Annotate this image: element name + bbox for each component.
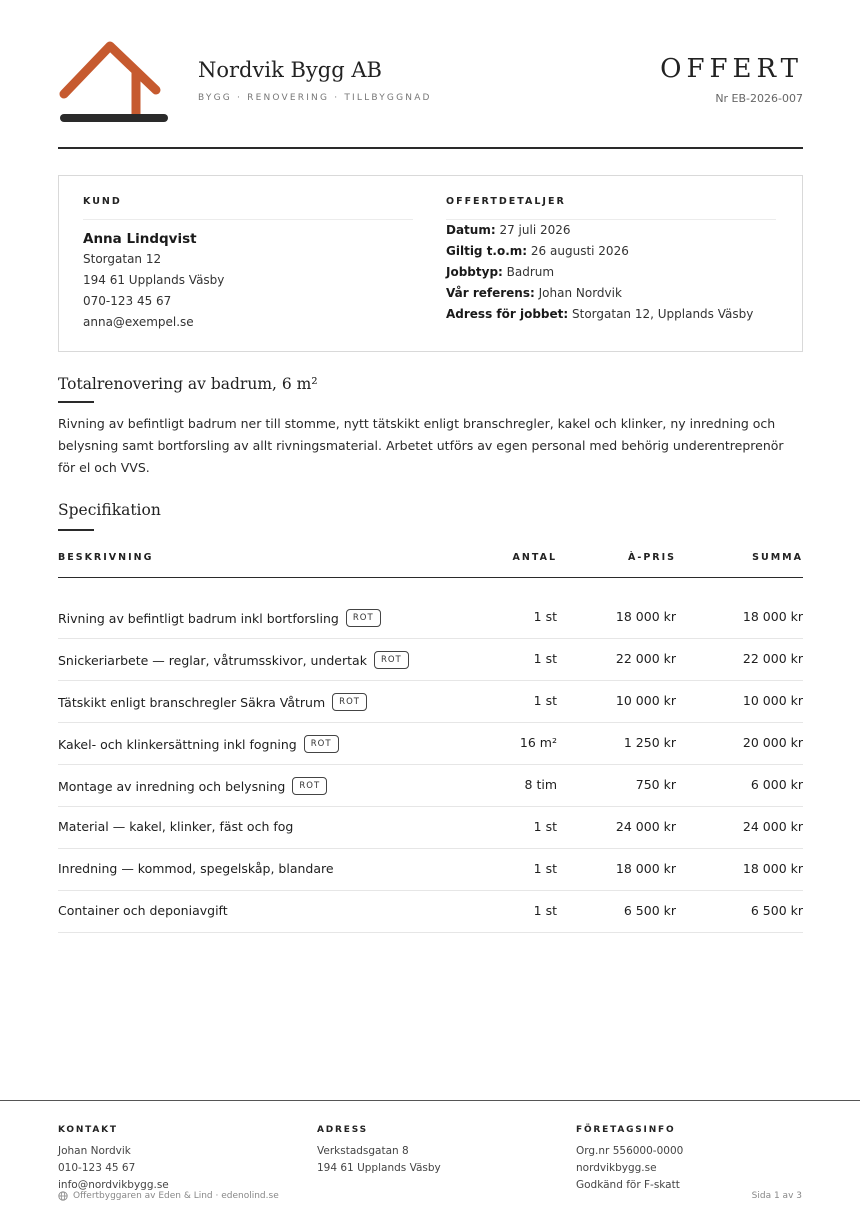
footer-contact-label: KONTAKT — [58, 1125, 118, 1135]
row-sum: 10 000 kr — [742, 693, 803, 708]
row-description: Container och deponiavgift — [58, 903, 228, 918]
customer-name: Anna Lindqvist — [83, 231, 197, 247]
row-quantity: 1 st — [533, 609, 557, 624]
footer-company-label: FÖRETAGSINFO — [576, 1125, 676, 1135]
row-unit-price: 10 000 kr — [615, 693, 676, 708]
detail-valid: Giltig t.o.m: 26 augusti 2026 — [446, 244, 629, 258]
table-header — [58, 548, 803, 578]
rot-badge: ROT — [304, 735, 339, 753]
footer-contact — [58, 1125, 298, 1194]
table-row — [58, 807, 803, 849]
detail-jobtype: Jobbtyp: Badrum — [446, 265, 555, 279]
header-unit-price: À-PRIS — [628, 552, 676, 563]
customer-street: Storgatan 12 — [83, 252, 162, 266]
project-description: Rivning av befintligt badrum ner till stomme, nytt tätskikt enligt branschregler, kakel och klinker, ny inredning och belysning samt bortforsling av allt rivningsmaterial. Arbetet utförs av egen personal med behörig underentreprenör för el och VVS. — [58, 416, 784, 475]
footer-website[interactable]: nordvikbygg.se — [576, 1162, 657, 1174]
row-description: Tätskikt enligt branschregler Säkra Våtrum — [58, 694, 326, 710]
globe-icon — [58, 1191, 68, 1201]
row-description: Rivning av befintligt badrum inkl bortforsling — [58, 610, 339, 626]
row-description: Inredning — kommod, spegelskåp, blandare — [58, 861, 334, 876]
footer-contact-name: Johan Nordvik — [58, 1145, 131, 1157]
row-description: Montage av inredning och belysning — [58, 778, 286, 794]
row-sum: 6 500 kr — [750, 903, 803, 918]
row-quantity: 1 st — [533, 861, 557, 876]
row-sum: 24 000 kr — [742, 819, 803, 834]
row-quantity: 8 tim — [524, 777, 557, 792]
customer-section — [83, 196, 413, 333]
row-quantity: 1 st — [533, 819, 557, 834]
footer-company-info — [576, 1125, 816, 1194]
row-unit-price: 22 000 kr — [615, 651, 676, 666]
row-unit-price: 1 250 kr — [623, 735, 676, 750]
table-row — [58, 681, 803, 723]
footer-contact-email[interactable]: info@nordvikbygg.se — [58, 1179, 169, 1191]
footer-address-street: Verkstadsgatan 8 — [317, 1145, 409, 1157]
row-unit-price: 18 000 kr — [615, 609, 676, 624]
row-sum: 18 000 kr — [742, 609, 803, 624]
details-section — [446, 196, 776, 325]
row-description: Material — kakel, klinker, fäst och fog — [58, 819, 294, 834]
detail-date: Datum: 27 juli 2026 — [446, 223, 571, 237]
footer-divider — [0, 1100, 860, 1101]
rot-badge: ROT — [374, 651, 409, 669]
info-box — [58, 175, 803, 352]
row-quantity: 1 st — [533, 651, 557, 666]
rot-badge: ROT — [332, 693, 367, 711]
row-sum: 22 000 kr — [742, 651, 803, 666]
footer-address — [317, 1125, 557, 1177]
table-row — [58, 639, 803, 681]
footer-ftax: Godkänd för F-skatt — [576, 1179, 680, 1191]
header-description: BESKRIVNING — [58, 552, 154, 563]
footer-org-number: Org.nr 556000-0000 — [576, 1145, 684, 1157]
project-title-underline — [58, 401, 94, 403]
header-sum: SUMMA — [752, 552, 803, 563]
table-row — [58, 723, 803, 765]
customer-label: KUND — [83, 196, 413, 220]
table-row — [58, 849, 803, 891]
row-quantity: 16 m² — [519, 735, 557, 750]
header-divider — [58, 147, 803, 149]
footer-credit-text[interactable]: Offertbyggaren av Eden & Lind · edenolind.se — [73, 1191, 279, 1201]
house-roof-icon — [58, 38, 168, 128]
row-sum: 18 000 kr — [742, 861, 803, 876]
customer-email: anna@exempel.se — [83, 315, 194, 329]
customer-phone: 070-123 45 67 — [83, 294, 172, 308]
footer-contact-phone: 010-123 45 67 — [58, 1162, 136, 1174]
row-sum: 6 000 kr — [750, 777, 803, 792]
row-description: Kakel- och klinkersättning inkl fogning — [58, 736, 297, 752]
row-unit-price: 6 500 kr — [623, 903, 676, 918]
table-body — [58, 597, 803, 933]
header-quantity: ANTAL — [512, 552, 557, 563]
table-row — [58, 597, 803, 639]
row-sum: 20 000 kr — [742, 735, 803, 750]
footer-address-city: 194 61 Upplands Väsby — [317, 1162, 441, 1174]
details-label: OFFERTDETALJER — [446, 196, 776, 220]
row-unit-price: 750 kr — [635, 777, 676, 792]
detail-job-address: Adress för jobbet: Storgatan 12, Upplands Väsby — [446, 307, 754, 321]
row-description: Snickeriarbete — reglar, våtrumsskivor, undertak — [58, 652, 367, 668]
row-unit-price: 24 000 kr — [615, 819, 676, 834]
table-row — [58, 891, 803, 933]
customer-city: 194 61 Upplands Väsby — [83, 273, 225, 287]
row-quantity: 1 st — [533, 903, 557, 918]
company-name: Nordvik Bygg AB — [198, 58, 382, 82]
table-row — [58, 765, 803, 807]
page-number: Sida 1 av 3 — [751, 1191, 802, 1201]
footer-credit — [58, 1191, 279, 1201]
specification-title: Specifikation — [58, 501, 161, 519]
rot-badge: ROT — [292, 777, 327, 795]
row-quantity: 1 st — [533, 693, 557, 708]
project-title: Totalrenovering av badrum, 6 m² — [58, 375, 318, 393]
footer-address-label: ADRESS — [317, 1125, 368, 1135]
page-header — [58, 38, 803, 128]
row-unit-price: 18 000 kr — [615, 861, 676, 876]
document-number: Nr EB-2026-007 — [715, 92, 803, 105]
specification-table — [58, 548, 803, 933]
rot-badge: ROT — [346, 609, 381, 627]
company-tagline: BYGG · RENOVERING · TILLBYGGNAD — [198, 93, 432, 103]
document-title: OFFERT — [660, 54, 803, 84]
specification-title-underline — [58, 529, 94, 531]
detail-reference: Vår referens: Johan Nordvik — [446, 286, 622, 300]
